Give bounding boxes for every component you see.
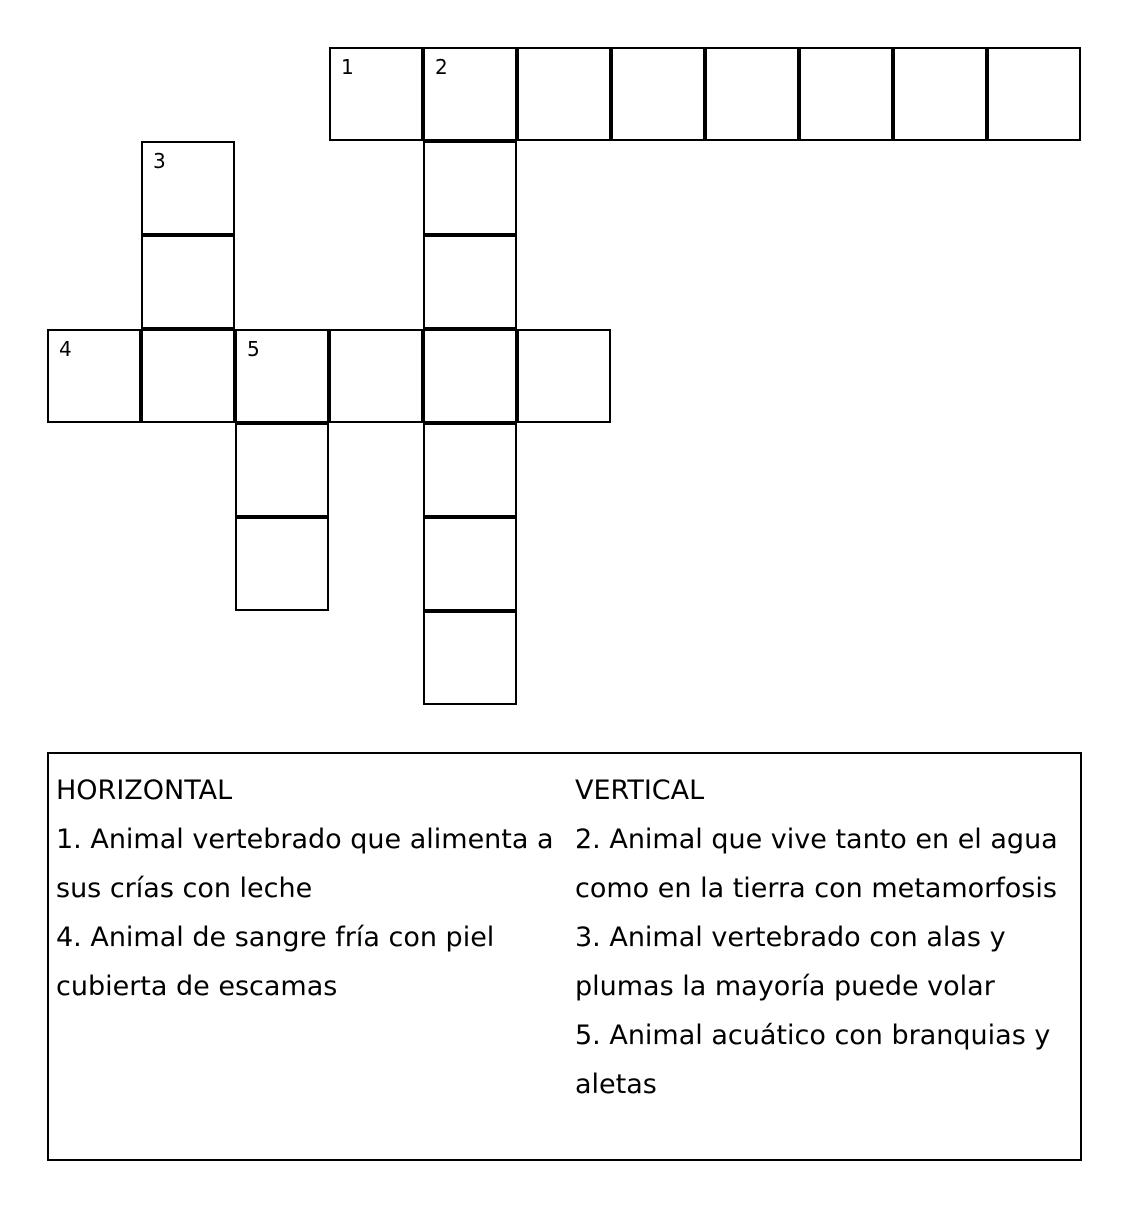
vertical-heading: VERTICAL	[575, 775, 705, 806]
letter-input[interactable]	[425, 331, 515, 421]
letter-input[interactable]	[49, 331, 139, 421]
clue-line: cubierta de escamas	[56, 971, 338, 1002]
crossword-cell[interactable]	[423, 47, 517, 141]
clue-line: 4. Animal de sangre fría con piel	[56, 922, 495, 953]
crossword-cell[interactable]	[611, 47, 705, 141]
clue-line: 5. Animal acuático con branquias y	[575, 1020, 1051, 1051]
clue-line: como en la tierra con metamorfosis	[575, 873, 1057, 904]
crossword-cell[interactable]	[423, 141, 517, 235]
letter-input[interactable]	[425, 425, 515, 515]
crossword-cell[interactable]	[423, 611, 517, 705]
clue-number: 1	[341, 55, 354, 79]
crossword-cell[interactable]	[47, 329, 141, 423]
letter-input[interactable]	[425, 613, 515, 703]
letter-input[interactable]	[707, 49, 797, 139]
clue-number: 5	[247, 337, 260, 361]
crossword-cell[interactable]	[517, 47, 611, 141]
clue-line: 3. Animal vertebrado con alas y	[575, 922, 1006, 953]
letter-input[interactable]	[143, 331, 233, 421]
crossword-cell[interactable]	[705, 47, 799, 141]
horizontal-clues	[56, 766, 556, 1011]
clue-line: 1. Animal vertebrado que alimenta a	[56, 824, 554, 855]
crossword-cell[interactable]	[423, 235, 517, 329]
letter-input[interactable]	[425, 519, 515, 609]
crossword-cell[interactable]	[987, 47, 1081, 141]
clue-number: 4	[59, 337, 72, 361]
letter-input[interactable]	[519, 331, 609, 421]
crossword-cell[interactable]	[799, 47, 893, 141]
crossword-cell[interactable]	[329, 47, 423, 141]
letter-input[interactable]	[989, 49, 1079, 139]
clues-panel	[47, 752, 1082, 1161]
clue-line: sus crías con leche	[56, 873, 313, 904]
crossword-cell[interactable]	[423, 423, 517, 517]
clue-line: 2. Animal que vive tanto en el agua	[575, 824, 1058, 855]
clue-line: aletas	[575, 1069, 657, 1100]
letter-input[interactable]	[519, 49, 609, 139]
crossword-cell[interactable]	[423, 517, 517, 611]
letter-input[interactable]	[237, 519, 327, 609]
crossword-cell[interactable]	[517, 329, 611, 423]
crossword-cell[interactable]	[235, 517, 329, 611]
crossword-cell[interactable]	[329, 329, 423, 423]
letter-input[interactable]	[237, 331, 327, 421]
clue-number: 2	[435, 55, 448, 79]
crossword-cell[interactable]	[235, 329, 329, 423]
letter-input[interactable]	[425, 49, 515, 139]
letter-input[interactable]	[331, 49, 421, 139]
crossword-cell[interactable]	[141, 329, 235, 423]
clue-number: 3	[153, 149, 166, 173]
letter-input[interactable]	[425, 237, 515, 327]
crossword-cell[interactable]	[893, 47, 987, 141]
letter-input[interactable]	[143, 143, 233, 233]
letter-input[interactable]	[331, 331, 421, 421]
letter-input[interactable]	[895, 49, 985, 139]
crossword-cell[interactable]	[141, 235, 235, 329]
crossword-cell[interactable]	[235, 423, 329, 517]
vertical-clues	[575, 766, 1075, 1109]
letter-input[interactable]	[613, 49, 703, 139]
letter-input[interactable]	[237, 425, 327, 515]
letter-input[interactable]	[143, 237, 233, 327]
clue-line: plumas la mayoría puede volar	[575, 971, 995, 1002]
letter-input[interactable]	[801, 49, 891, 139]
crossword-cell[interactable]	[141, 141, 235, 235]
letter-input[interactable]	[425, 143, 515, 233]
crossword-cell[interactable]	[423, 329, 517, 423]
horizontal-heading: HORIZONTAL	[56, 775, 233, 806]
